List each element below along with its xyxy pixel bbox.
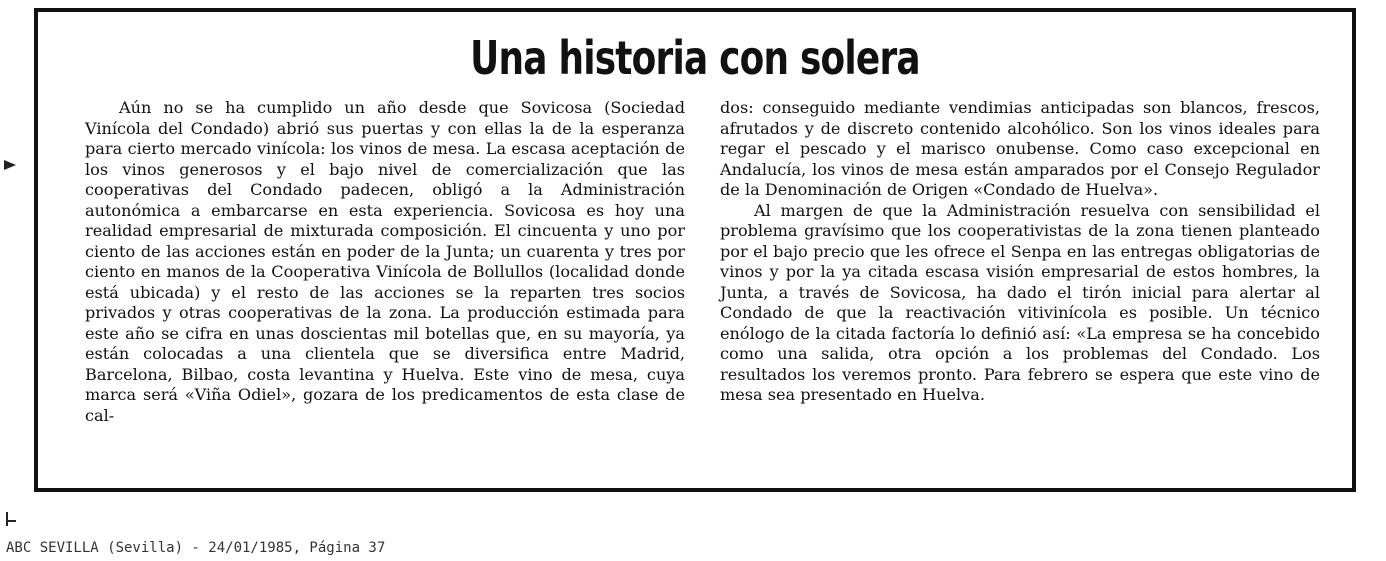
left-column [85,98,685,426]
right-continuation-paragraph: dos: conseguido mediante vendimias anticipadas son blancos, frescos, afrutados y de discreto contenido alcohólico. Son los vinos ideales para regar el pescado y el marisco onubense. Como caso excepcional en Andalucía, los vinos de mesa están amparados por el Consejo Regulador de la Denominación de Origen «Condado de Huelva». [720,98,1320,199]
article-frame [34,8,1356,492]
left-paragraph: Aún no se ha cumplido un año desde que Sovicosa (Sociedad Vinícola del Condado) abrió sus puertas y con ellas la de la esperanza para cierto mercado vinícola: los vinos de mesa. La escasa aceptación de los vinos generosos y el bajo nivel de comercialización que las cooperativas del Condado padecen, obligó a la Administración autonómica a embarcarse en esta experiencia. Sovicosa es hoy una realidad empresarial de mixturada composición. El cincuenta y uno por ciento de las acciones están en poder de la Junta; un cuarenta y tres por ciento en manos de la Cooperativa Vinícola de Bollullos (localidad donde está ubicada) y el resto de las acciones se la reparten tres socios privados y otras cooperativas de la zona. La producción estimada para este año se cifra en unas doscientas mil botellas que, en su mayoría, ya están colocadas a una clientela que se diversifica entre Madrid, Barcelona, Bilbao, costa levantina y Huelva. Este vino de mesa, cuya marca será «Viña Odiel», gozara de los predicamentos de esta clase de cal- [85,98,685,425]
margin-tick [6,520,16,522]
right-column [720,98,1320,406]
margin-tick [6,512,8,526]
source-footer: ABC SEVILLA (Sevilla) - 24/01/1985, Página 37 [6,540,386,556]
margin-arrow-marker [4,160,16,170]
right-paragraph: Al margen de que la Administración resuelva con sensibilidad el problema gravísimo que los cooperativistas de la zona tienen planteado por el bajo precio que les ofrece el Senpa en las entregas obligatorias de vinos y por la ya citada escasa visión empresarial de estos hombres, la Junta, a través de Sovicosa, ha dado el tirón inicial para alertar al Condado de que la reactivación vitivinícola es posible. Un técnico enólogo de la citada factoría lo definió así: «La empresa se ha concebido como una salida, otra opción a los problemas del Condado. Los resultados los veremos pronto. Para febrero se espera que este vino de mesa sea presentado en Huelva. [720,200,1320,404]
headline: Una historia con solera [470,31,920,85]
